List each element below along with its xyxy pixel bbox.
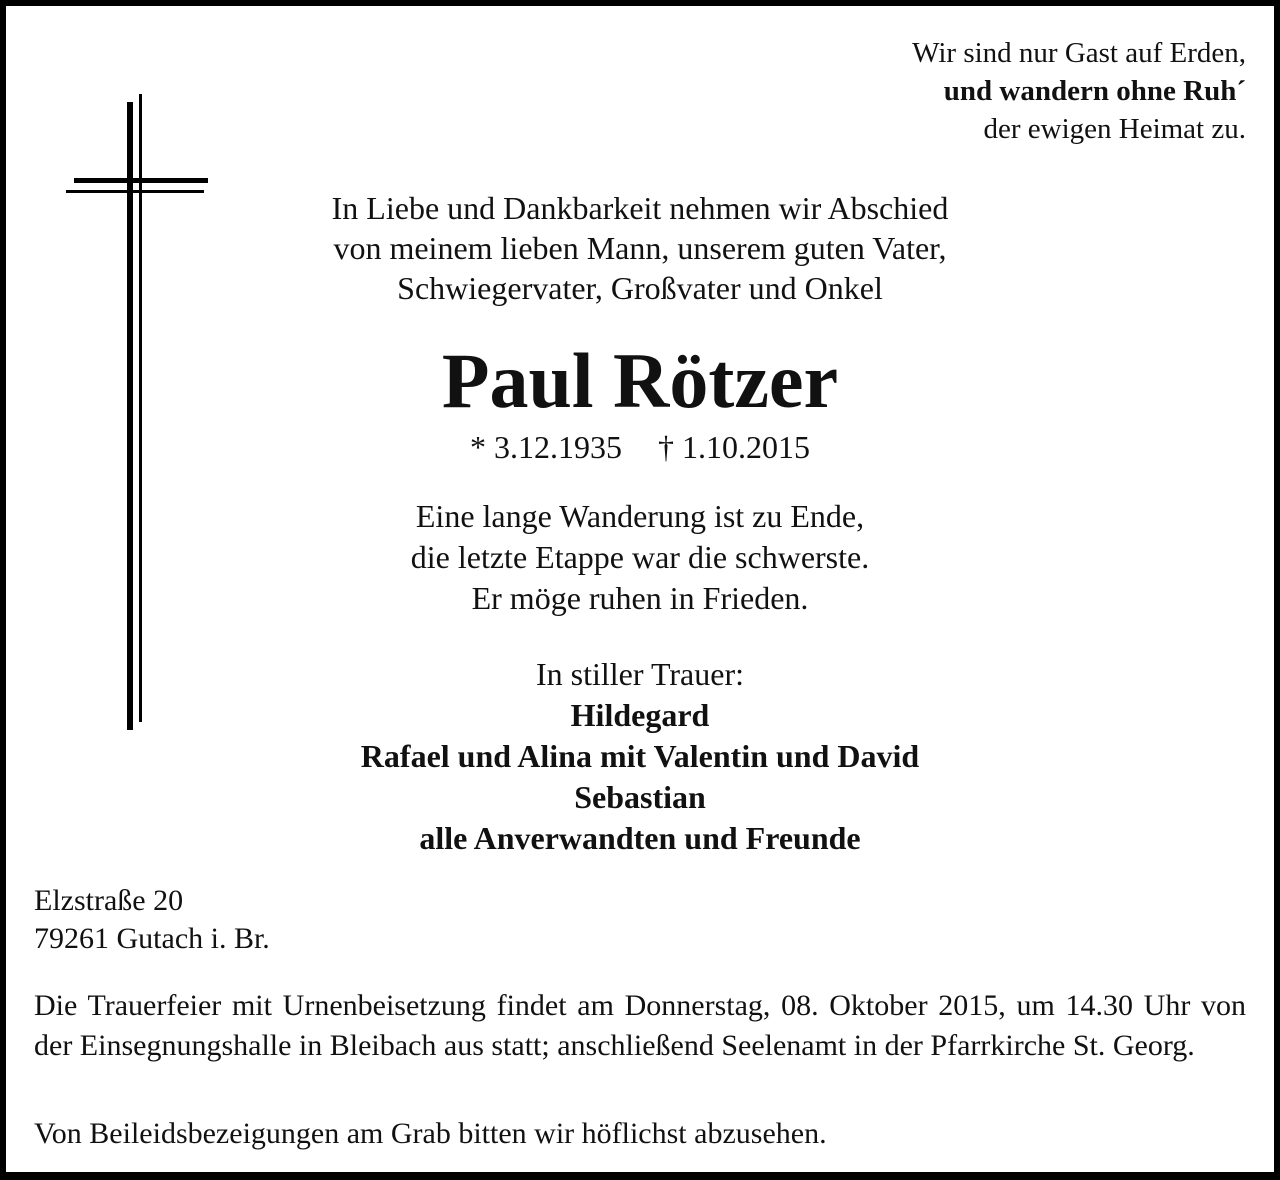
poem-line-1: Wir sind nur Gast auf Erden, [912,37,1246,69]
mourner-name: Rafael und Alina mit Valentin und David [360,738,920,774]
verse-line-3: Er möge ruhen in Frieden. [471,580,809,616]
poem-line-3: der ewigen Heimat zu. [983,113,1246,145]
condolence-note: Von Beileidsbezeigungen am Grab bitten wir höflichst abzusehen. [34,1117,827,1150]
birth-date: * 3.12.1935 [470,429,622,465]
deceased-name: Paul Rötzer [441,337,839,424]
verse-line-1: Eine lange Wanderung ist zu Ende, [415,498,865,534]
life-dates [6,426,1274,468]
intro-line-1: In Liebe und Dankbarkeit nehmen wir Abschied [331,190,949,226]
mourner-name: Hildegard [570,697,710,733]
mourner-name: alle Anverwandten und Freunde [419,820,861,856]
death-date: † 1.10.2015 [658,429,810,465]
mourner-name: Sebastian [574,779,706,815]
poem-line-2: und wandern ohne Ruh´ [943,75,1246,107]
intro-line-2: von meinem lieben Mann, unserem guten Vater, [333,230,947,266]
mourners [6,654,1274,859]
address [34,882,270,958]
intro-line-3: Schwiegervater, Großvater und Onkel [397,270,883,306]
address-city: 79261 Gutach i. Br. [34,922,270,955]
verse-line-2: die letzte Etappe war die schwerste. [410,539,870,575]
poem [912,34,1246,148]
address-street: Elzstraße 20 [34,884,184,917]
mourners-heading: In stiller Trauer: [536,656,744,692]
verse [6,496,1274,619]
ceremony-info: Die Trauerfeier mit Urnenbeisetzung findet am Donnerstag, 08. Oktober 2015, um 14.30 Uhr von der Einsegnungshalle in Bleibach aus statt; anschließend Seelenamt in der Pfarrkirche St. Georg. [34,989,1246,1062]
intro-text [6,188,1274,308]
